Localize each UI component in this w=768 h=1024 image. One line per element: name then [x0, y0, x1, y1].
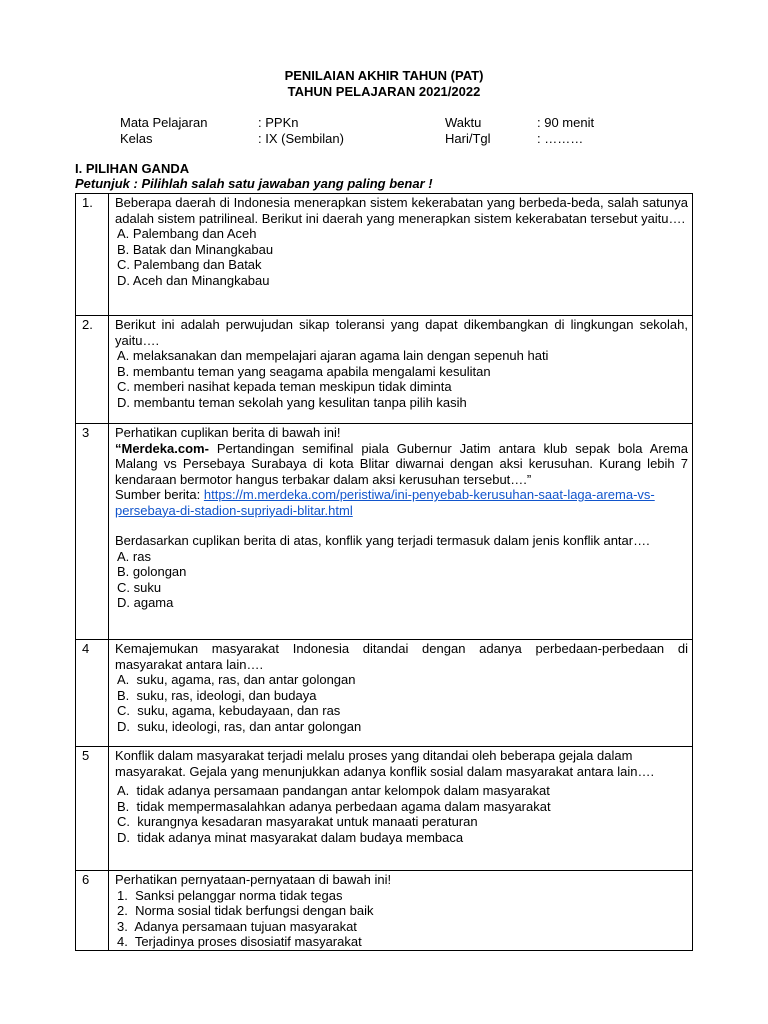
answer-option[interactable]: C. kurangnya kesadaran masyarakat untuk manaati peraturan [117, 814, 478, 829]
question-text: Beberapa daerah di Indonesia menerapkan sistem kekerabatan yang berbeda-beda, salah satunya adalah sistem patrilineal. Berikut ini daerah yang menerapkan sistem kekerabatan tersebut yaitu…. [115, 195, 688, 226]
question-text: Kemajemukan masyarakat Indonesia ditandai dengan adanya perbedaan-perbedaan di masyarakat antara lain…. [115, 641, 688, 672]
answer-option[interactable]: B. suku, ras, ideologi, dan budaya [117, 687, 317, 703]
news-reference [115, 487, 688, 518]
question-row [76, 424, 693, 640]
question-intro: Perhatikan cuplikan berita di bawah ini! [115, 425, 341, 440]
subject-label: Mata Pelajaran [120, 115, 208, 130]
answer-option[interactable]: A. suku, agama, ras, dan antar golongan [117, 672, 356, 687]
answer-option[interactable]: A. tidak adanya persamaan pandangan antar kelompok dalam masyarakat [117, 783, 550, 798]
question-row [76, 747, 693, 871]
answer-option[interactable]: B. Batak dan Minangkabau [117, 241, 274, 257]
class-label: Kelas [120, 131, 153, 146]
question-number: 5 [76, 747, 109, 871]
answer-option[interactable]: C. suku, agama, kebudayaan, dan ras [117, 703, 341, 718]
day-value: : ……… [537, 131, 584, 146]
question-text: Berdasarkan cuplikan berita di atas, konflik yang terjadi termasuk dalam jenis konflik antar…. [115, 533, 650, 548]
academic-year: TAHUN PELAJARAN 2021/2022 [287, 84, 481, 99]
question-body [109, 640, 693, 747]
source-link[interactable]: https://m.merdeka.com/peristiwa/ini-penyebab-kerusuhan-saat-laga-arema-vs-persebaya-di-stadion-supriyadi-blitar.html [115, 487, 655, 518]
answer-option[interactable]: D. tidak adanya minat masyarakat dalam budaya membaca [117, 829, 464, 845]
answer-option[interactable]: D. membantu teman sekolah yang kesulitan tanpa pilih kasih [117, 394, 467, 410]
subject-value: : PPKn [258, 115, 299, 130]
day-label: Hari/Tgl [445, 131, 491, 146]
time-value: : 90 menit [537, 115, 595, 130]
answer-option[interactable]: B. membantu teman yang seagama apabila mengalami kesulitan [117, 363, 491, 379]
question-body [109, 424, 693, 640]
question-text: Perhatikan pernyataan-pernyataan di bawah ini! [115, 872, 392, 887]
statement-item: 4. Terjadinya proses disosiatif masyarakat [117, 934, 362, 949]
time-label: Waktu [445, 115, 482, 130]
statement-item: 3. Adanya persamaan tujuan masyarakat [117, 918, 357, 934]
question-row [76, 194, 693, 316]
question-body [109, 316, 693, 424]
exam-title: PENILAIAN AKHIR TAHUN (PAT) [284, 68, 484, 83]
answer-option[interactable]: B. tidak mempermasalahkan adanya perbedaan agama dalam masyarakat [117, 798, 551, 814]
class-value: : IX (Sembilan) [258, 131, 344, 146]
question-number: 4 [76, 640, 109, 747]
answer-option[interactable]: A. Palembang dan Aceh [117, 226, 257, 241]
news-text: Pertandingan semifinal piala Gubernur Jatim antara klub sepak bola Arema Malang vs Persebaya Surabaya di kota Blitar diwarnai dengan aksi kerusuhan. Kurang lebih 7 kendaraan bermotor hangus terbakar dalam aksi kerusuhan tersebut….” [115, 440, 688, 487]
question-number: 2. [76, 316, 109, 424]
section-instruction: Petunjuk : Pilihlah salah satu jawaban yang paling benar ! [75, 176, 433, 191]
answer-option[interactable]: A. ras [117, 548, 151, 564]
answer-option[interactable]: D. suku, ideologi, ras, dan antar golongan [117, 718, 362, 734]
answer-option[interactable]: C. suku [117, 579, 162, 595]
answer-option[interactable]: C. Palembang dan Batak [117, 257, 262, 272]
spacer [115, 518, 688, 533]
question-row [76, 640, 693, 747]
answer-option[interactable]: A. melaksanakan dan mempelajari ajaran agama lain dengan sepenuh hati [117, 348, 549, 363]
section-heading: I. PILIHAN GANDA [75, 161, 190, 176]
question-row [76, 871, 693, 951]
question-body [109, 747, 693, 871]
answer-option[interactable]: C. memberi nasihat kepada teman meskipun tidak diminta [117, 379, 452, 394]
news-source: “Merdeka.com- [115, 440, 209, 456]
question-number: 1. [76, 194, 109, 316]
statement-item: 2. Norma sosial tidak berfungsi dengan baik [117, 903, 374, 918]
answer-option[interactable]: B. golongan [117, 564, 187, 579]
question-number: 6 [76, 871, 109, 951]
answer-option[interactable]: D. agama [117, 595, 174, 610]
question-body [109, 194, 693, 316]
news-excerpt [115, 441, 688, 488]
question-text: Berikut ini adalah perwujudan sikap toleransi yang dapat dikembangkan di lingkungan sekolah, yaitu…. [115, 317, 688, 348]
question-table [75, 193, 693, 951]
question-body [109, 871, 693, 951]
answer-option[interactable]: D. Aceh dan Minangkabau [117, 272, 270, 288]
statement-item: 1. Sanksi pelanggar norma tidak tegas [117, 887, 343, 903]
question-text: Konflik dalam masyarakat terjadi melalu proses yang ditandai oleh beberapa gejala dalam masyarakat. Gejala yang menunjukkan adanya konflik sosial dalam masyarakat antara lain…. [115, 748, 655, 779]
source-label: Sumber berita: [115, 487, 204, 502]
question-row [76, 316, 693, 424]
question-number: 3 [76, 424, 109, 640]
